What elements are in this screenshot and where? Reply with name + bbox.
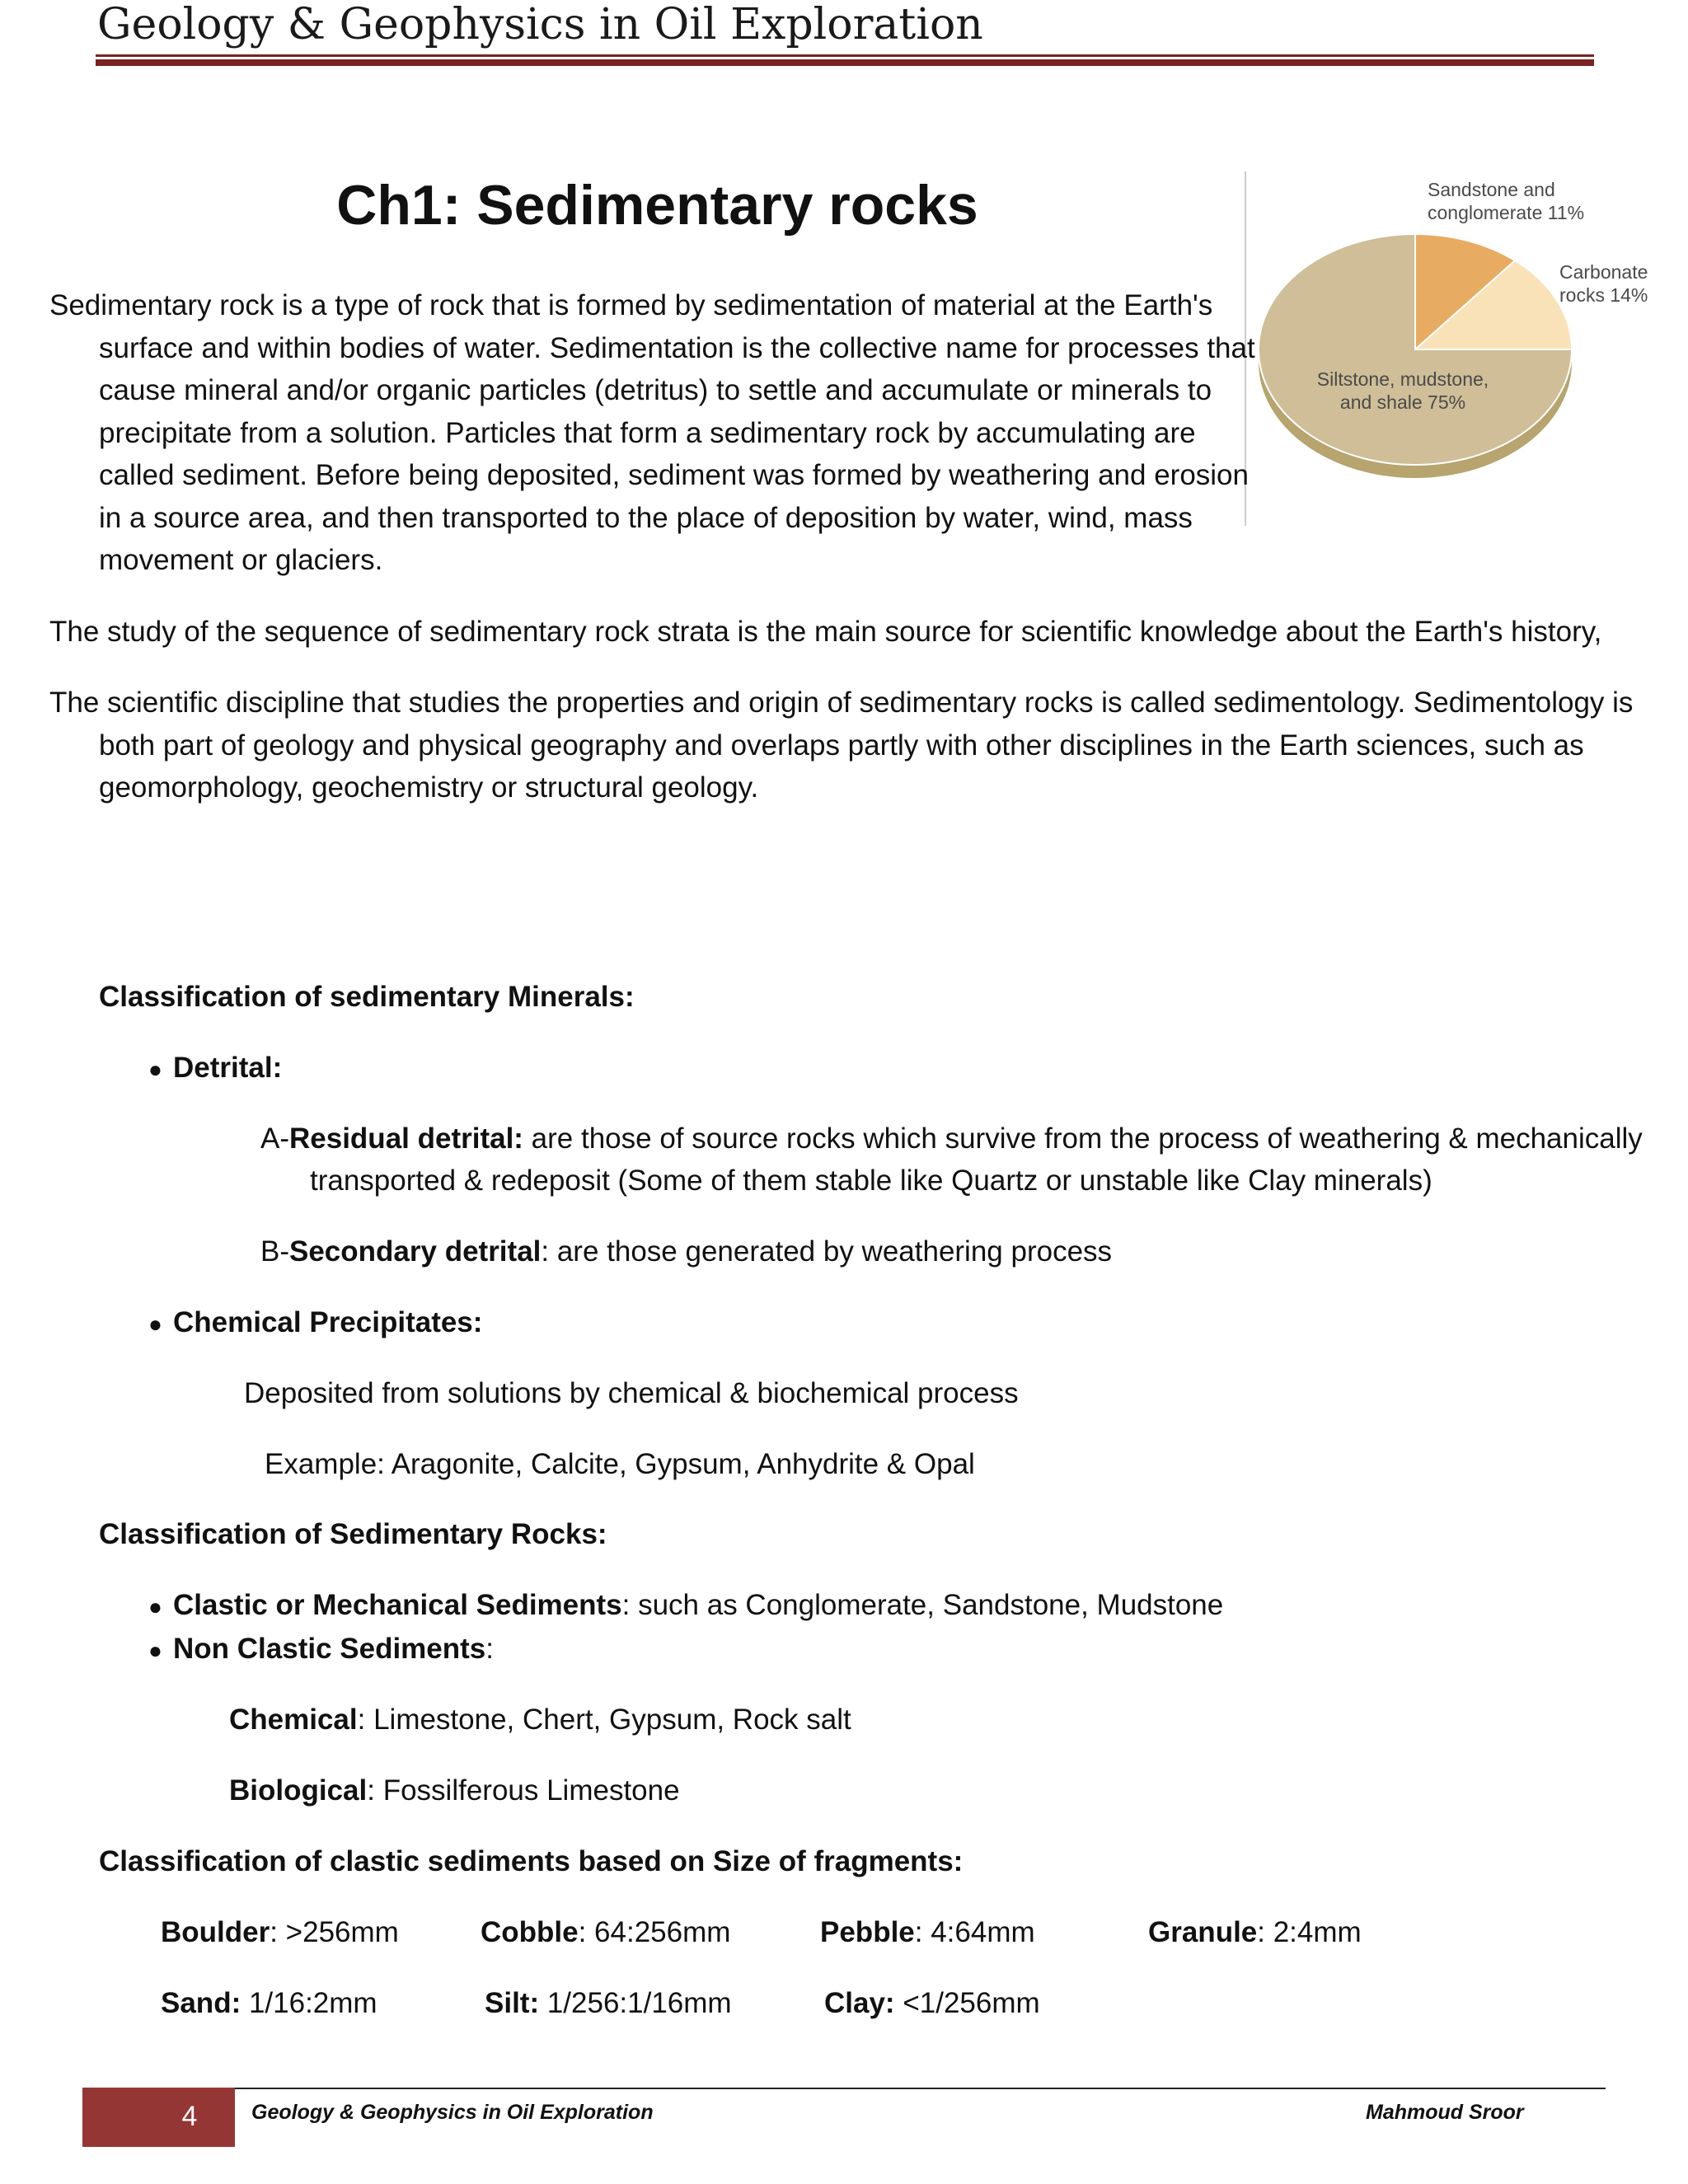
header-rule-thick: [96, 59, 1594, 66]
chemical-text: : Limestone, Chert, Gypsum, Rock salt: [357, 1704, 851, 1736]
silt-term: Silt:: [485, 1987, 540, 2019]
secondary-text: : are those generated by weathering process: [541, 1235, 1113, 1268]
boulder-text: : >256mm: [270, 1916, 399, 1948]
clay-term: Clay:: [824, 1987, 895, 2019]
biological-term: Biological: [229, 1774, 368, 1807]
intro-paragraph-2: The study of the sequence of sedimentary rock strata is the main source for scientific knowledge about the Earth's history,: [49, 616, 1602, 648]
rocks-heading: Classification of Sedimentary Rocks:: [99, 1518, 607, 1550]
size-pebble: [820, 1911, 1035, 1954]
chemical-precipitates-bullet-item: [148, 1301, 482, 1346]
secondary-detrital-line: [260, 1230, 1112, 1273]
nonclastic-term: Non Clastic Sediments: [173, 1633, 486, 1665]
secondary-prefix: B-: [260, 1235, 289, 1268]
size-sand: [161, 1982, 377, 2025]
detrital-label: Detrital:: [173, 1052, 283, 1084]
pebble-term: Pebble: [820, 1916, 915, 1948]
header-rule-thin: [96, 54, 1594, 57]
cobble-term: Cobble: [481, 1916, 579, 1948]
detrital-bullet-item: [148, 1047, 282, 1091]
clay-text: <1/256mm: [894, 1987, 1040, 2019]
bullet-icon: ●: [148, 1638, 162, 1663]
nonclastic-bullet-item: [148, 1628, 494, 1672]
size-clay: [824, 1982, 1040, 2025]
sand-text: 1/16:2mm: [241, 1987, 377, 2019]
chemical-precipitates-example: Example: Aragonite, Calcite, Gypsum, Anhydrite & Opal: [265, 1448, 975, 1480]
chemical-term: Chemical: [229, 1704, 358, 1736]
secondary-term: Secondary detrital: [289, 1235, 542, 1268]
pebble-text: : 4:64mm: [914, 1916, 1035, 1948]
residual-text-1: are those of source rocks which survive from the process of weathering & mechanically: [523, 1122, 1643, 1155]
pie-chart: [1246, 171, 1658, 526]
chemical-precipitates-label: Chemical Precipitates:: [173, 1306, 483, 1338]
biological-text: : Fossilferous Limestone: [367, 1774, 680, 1807]
rock-distribution-pie-figure: [1245, 171, 1658, 526]
pie-label-1: Sandstone and conglomerate 11%: [1428, 179, 1585, 223]
clastic-text: : such as Conglomerate, Sandstone, Mudstone: [621, 1589, 1224, 1621]
cobble-text: : 64:256mm: [578, 1916, 731, 1948]
footer-rule: [235, 2088, 1606, 2089]
chemical-precipitates-desc: Deposited from solutions by chemical & biochemical process: [244, 1377, 1019, 1409]
boulder-term: Boulder: [161, 1916, 270, 1948]
page-header-title: Geology & Geophysics in Oil Exploration: [97, 0, 983, 49]
silt-text: 1/256:1/16mm: [539, 1987, 732, 2019]
footer-page-number: 4: [181, 2101, 198, 2132]
bullet-icon: ●: [148, 1311, 162, 1337]
clastic-bullet-item: [148, 1584, 1223, 1629]
bullet-icon: ●: [148, 1594, 162, 1619]
biological-rocks-line: [229, 1769, 680, 1812]
clastic-term: Clastic or Mechanical Sediments: [173, 1589, 622, 1621]
minerals-heading: Classification of sedimentary Minerals:: [99, 981, 635, 1013]
footer-book-title: Geology & Geophysics in Oil Exploration: [251, 2101, 654, 2124]
sizes-heading: Classification of clastic sediments based on Size of fragments:: [99, 1845, 964, 1877]
chemical-rocks-line: [229, 1699, 851, 1741]
residual-prefix: A-: [260, 1122, 289, 1155]
size-cobble: [481, 1911, 730, 1954]
residual-detrital-line: [260, 1118, 1643, 1160]
intro-paragraph-1: Sedimentary rock is a type of rock that is formed by sedimentation of material at the Earth's surface and within bodies of water. Sedimentation is the collective name for processes that cause mineral and/or organic particles (detritus) to settle and accumulate or minerals to precipitate from a solution. Particles that form a sedimentary rock by accumulating are called sediment. Before being deposited, sediment was formed by weathering and erosion in a source area, and then transported to the place of deposition by water, wind, mass movement or glaciers.: [49, 289, 1255, 576]
footer-author: Mahmoud Sroor: [1366, 2101, 1524, 2124]
nonclastic-text: :: [485, 1633, 494, 1665]
sand-term: Sand:: [161, 1987, 241, 2019]
intro-paragraph-3: The scientific discipline that studies the properties and origin of sedimentary rocks is called sedimentology. Sedimentology is both part of geology and physical geography and overlaps partly with other disciplines in the Earth sciences, such as geomorphology, geochemistry or structural geology.: [49, 687, 1634, 804]
size-silt: [485, 1982, 732, 2025]
bullet-icon: ●: [148, 1057, 162, 1082]
size-granule: [1148, 1911, 1362, 1954]
granule-text: : 2:4mm: [1257, 1916, 1362, 1948]
size-boulder: [161, 1911, 399, 1954]
granule-term: Granule: [1148, 1916, 1258, 1948]
residual-term: Residual detrital:: [289, 1122, 523, 1155]
residual-detrital-line-2: transported & redeposit (Some of them stable like Quartz or unstable like Clay minerals): [310, 1165, 1432, 1197]
pie-label-3: Siltstone, mudstone, and shale 75%: [1316, 368, 1489, 413]
chapter-title: Ch1: Sedimentary rocks: [336, 174, 978, 237]
pie-label-2: Carbonate rocks 14%: [1559, 261, 1648, 306]
